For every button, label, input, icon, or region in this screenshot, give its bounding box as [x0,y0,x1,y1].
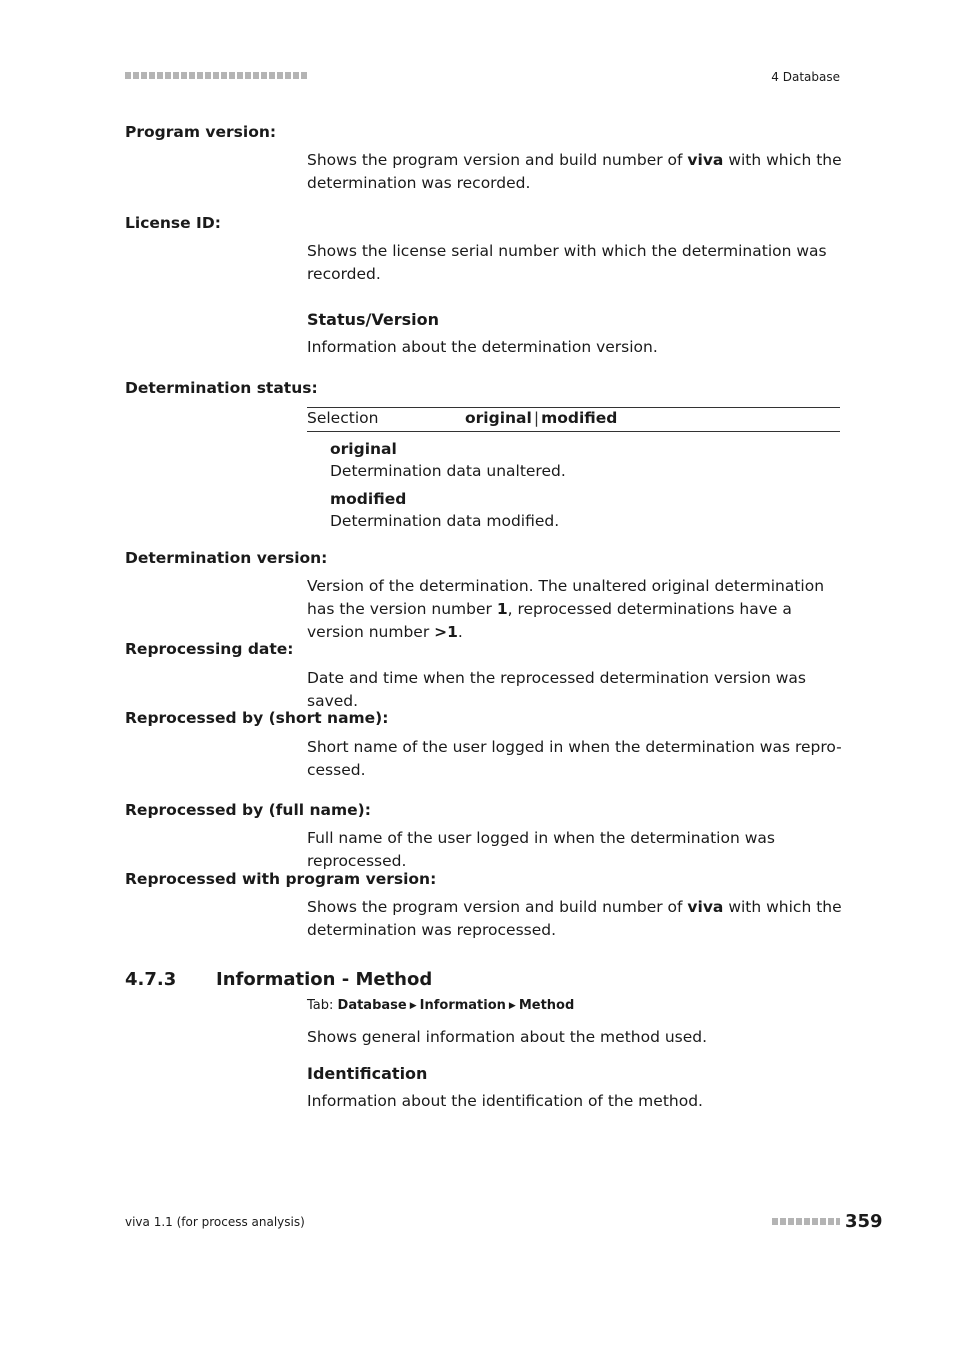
term-license-id: License ID: [125,214,221,232]
arrow-right-icon: ▶ [409,1001,417,1011]
page-number: 359 [845,1211,883,1232]
desc-determination-version: Version of the determination. The unaltered original determination has the version number 1, reprocessed determinations have a version number >1. [307,577,825,641]
term-reprocessing-date: Reprocessing date: [125,640,294,658]
chapter-title: 4 Database [771,70,840,84]
footer-product: viva 1.1 (for process analysis) [125,1215,305,1229]
desc-program-version: Shows the program version and build number of viva with which the determination was recorded. [307,151,842,192]
desc-reprocessed-short: Short name of the user logged in when the determination was repro-cessed. [307,738,842,779]
option-modified-desc: Determination data modified. [330,512,560,530]
selection-values: original | modified [465,409,618,427]
term-reprocessed-short: Reprocessed by (short name): [125,709,389,727]
selection-table [307,407,840,432]
option-original-desc: Determination data unaltered. [330,462,566,480]
option-modified: modified [330,490,407,508]
tab-path: Tab: Database ▶ Information ▶ Method [307,998,575,1013]
desc-reprocessing-date: Date and time when the reprocessed determination version was saved. [307,669,806,710]
desc-license-id: Shows the license serial number with which the determination was recorded. [307,242,827,283]
option-original: original [330,440,397,458]
term-program-version: Program version: [125,123,277,141]
selection-label: Selection [307,409,379,427]
arrow-right-icon: ▶ [508,1001,516,1011]
term-determination-version: Determination version: [125,549,328,567]
subheading-status-version: Status/Version [307,310,440,329]
section-title: Information - Method [216,969,433,990]
desc-status-version: Information about the determination version. [307,338,658,356]
desc-method: Shows general information about the method used. [307,1028,708,1046]
section-number: 4.7.3 [125,969,177,990]
header-decoration [125,72,307,79]
term-determination-status: Determination status: [125,379,318,397]
desc-reprocessed-full: Full name of the user logged in when the determination was reprocessed. [307,829,775,870]
subheading-identification: Identification [307,1064,428,1083]
term-reprocessed-full: Reprocessed by (full name): [125,801,371,819]
desc-identification: Information about the identification of the method. [307,1092,703,1110]
footer-decoration [772,1218,840,1225]
term-reprocessed-version: Reprocessed with program version: [125,870,437,888]
desc-reprocessed-version: Shows the program version and build number of viva with which the determination was reprocessed. [307,898,842,939]
